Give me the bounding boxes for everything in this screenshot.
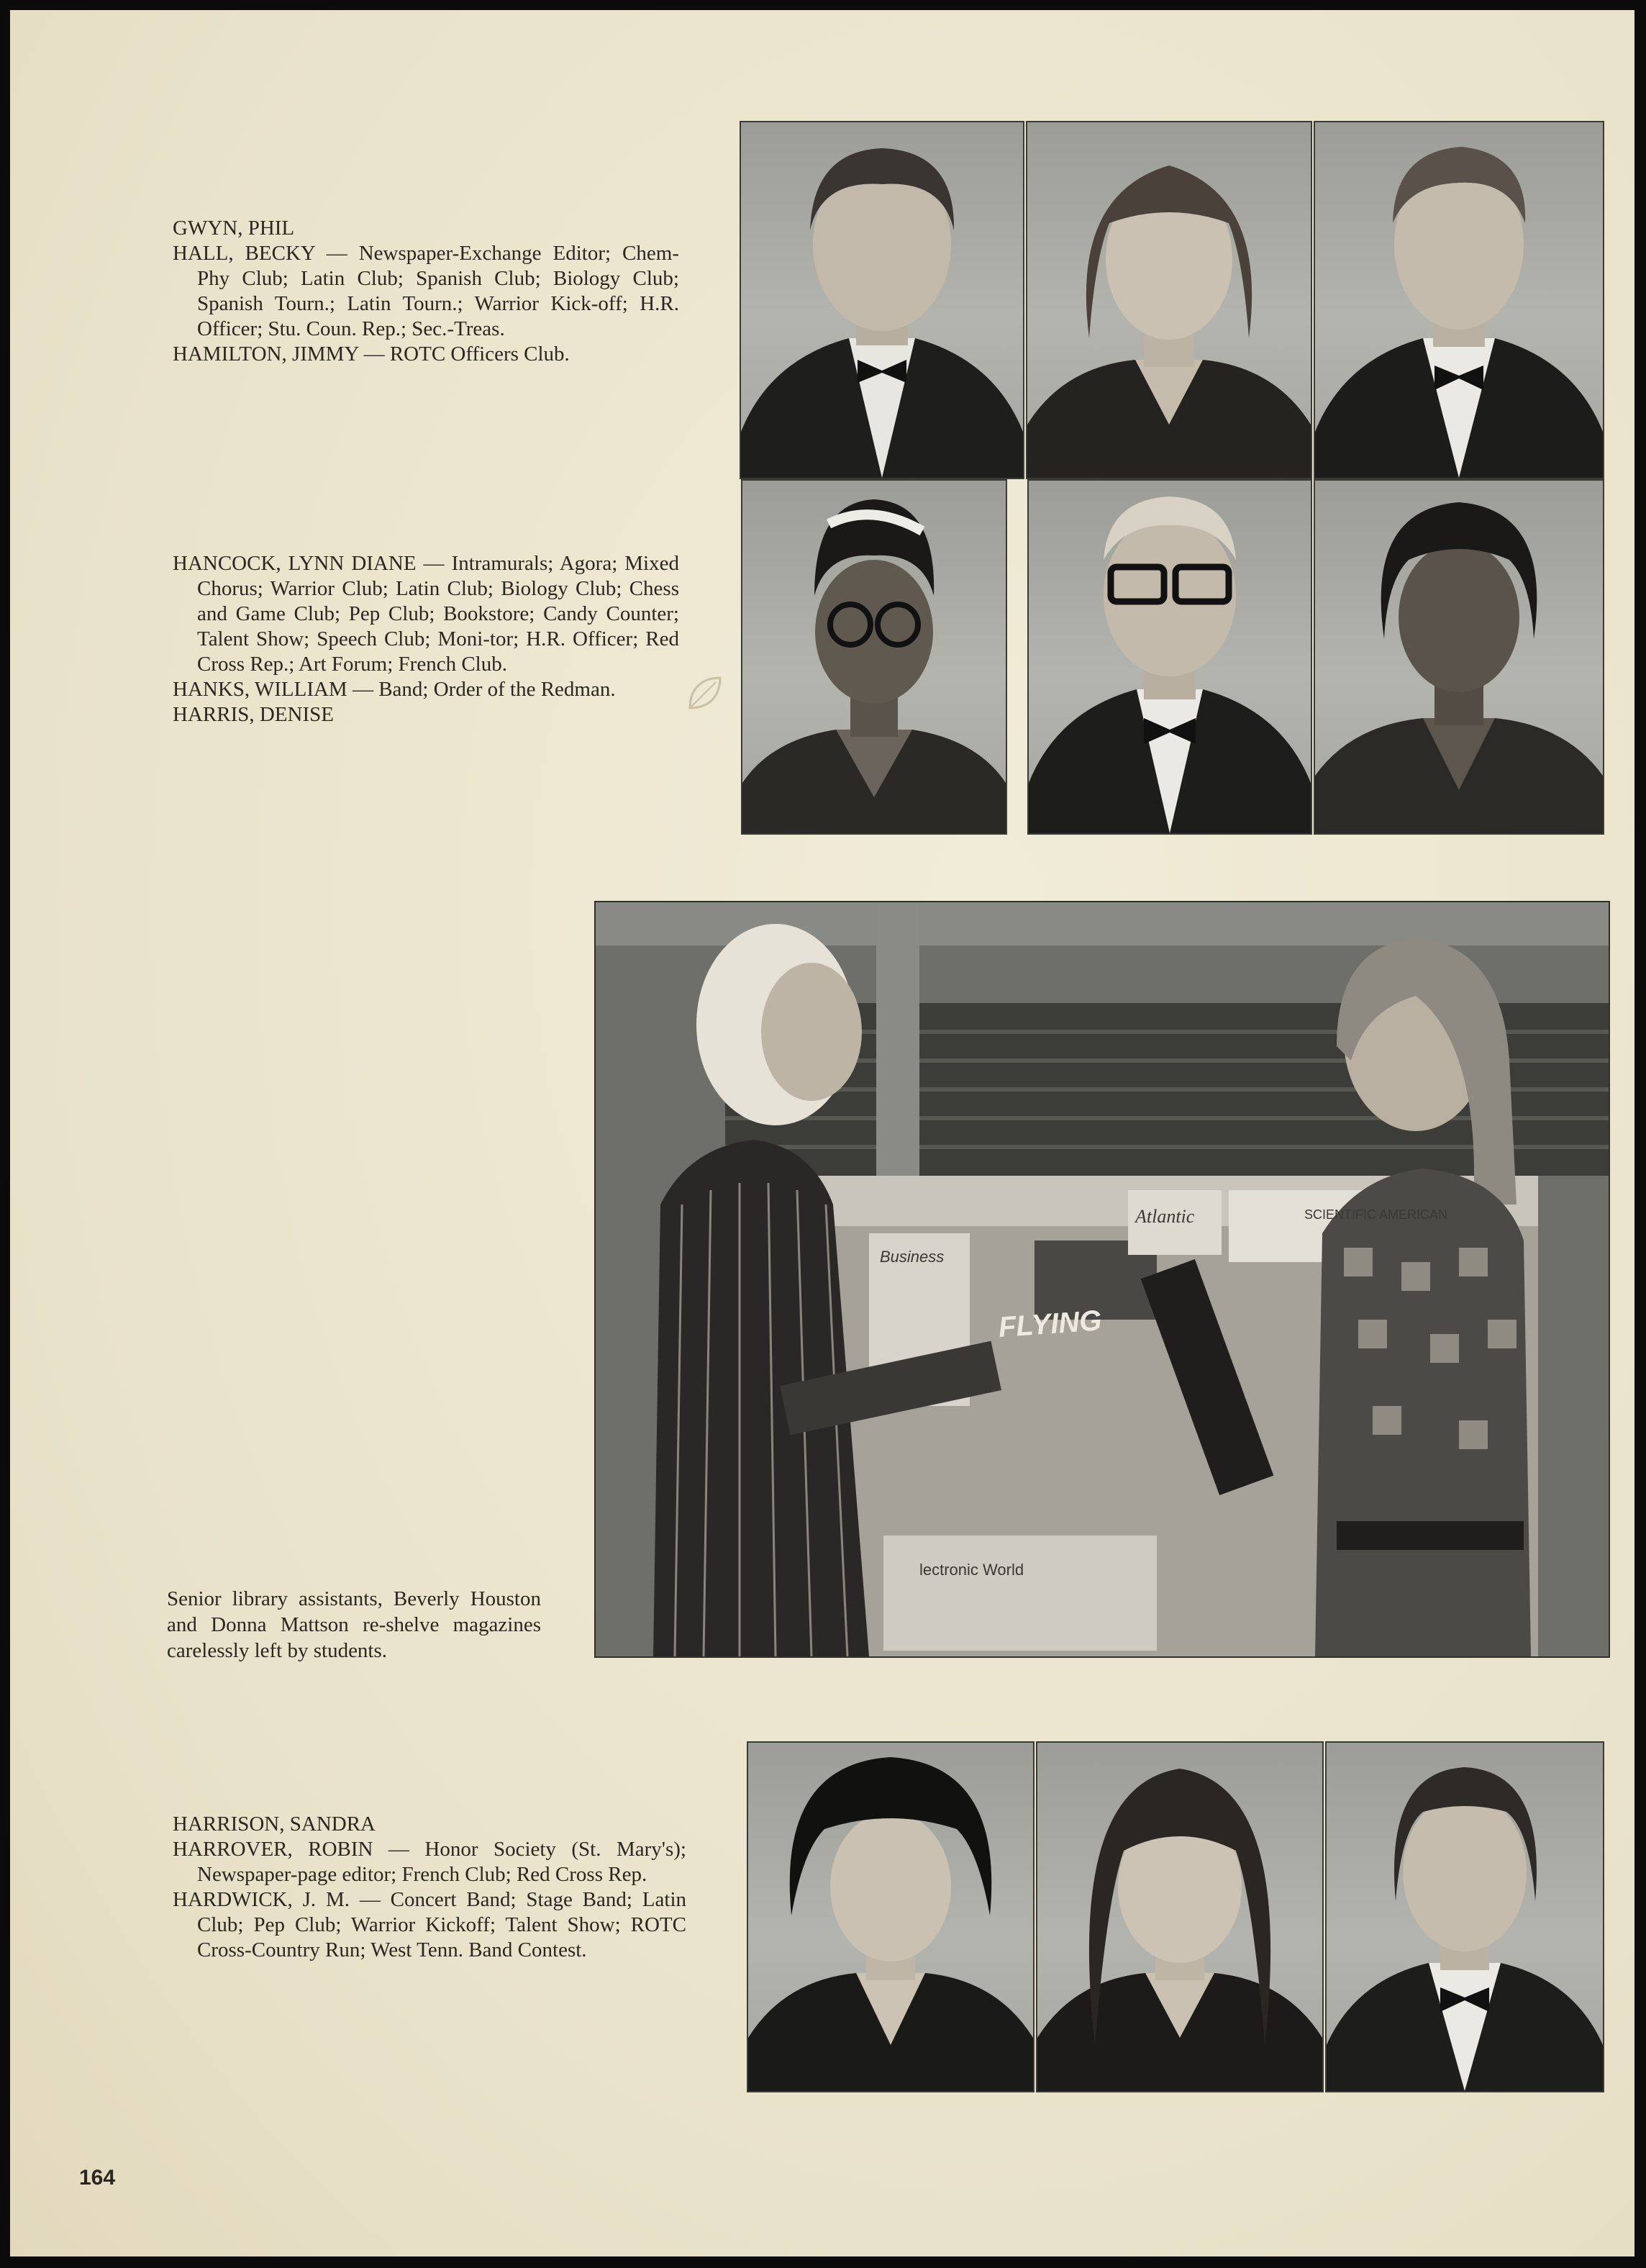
senior-portrait <box>1026 121 1312 479</box>
senior-portrait <box>741 479 1007 835</box>
page-number: 164 <box>79 2166 116 2190</box>
senior-portrait <box>1314 121 1604 479</box>
magazine-title: SCIENTIFIC AMERICAN <box>1304 1207 1448 1222</box>
photo-caption: Senior library assistants, Beverly Houston and Donna Mattson re-shelve magazines carelessly left by students. <box>167 1587 541 1662</box>
magazine-title: Business <box>880 1248 945 1266</box>
senior-portrait <box>747 1741 1035 2092</box>
senior-portrait <box>1036 1741 1324 2092</box>
senior-portrait <box>1325 1741 1604 2092</box>
senior-entry: HARRISON, SANDRA <box>173 1813 376 1836</box>
senior-entry: HARROVER, ROBIN — Honor Society (St. Mary's); Newspaper-page editor; French Club; Red Cross Rep. <box>173 1838 686 1886</box>
magazine-title: Atlantic <box>1135 1206 1195 1227</box>
senior-entry: HARRIS, DENISE <box>173 703 334 726</box>
senior-entry: GWYN, PHIL <box>173 217 295 240</box>
senior-entry: HALL, BECKY — Newspaper-Exchange Editor; Chem-Phy Club; Latin Club; Spanish Club; Biology Club; Spanish Tourn.; Latin Tourn.; Warrior Kick-off; H.R. Officer; Stu. Coun. Rep.; Sec.-Treas. <box>173 242 679 340</box>
magazine-title: lectronic World <box>919 1561 1024 1579</box>
senior-portrait <box>740 121 1024 479</box>
yearbook-page <box>10 10 1634 2256</box>
magazine-title: FLYING <box>997 1305 1103 1344</box>
senior-portrait <box>1027 479 1312 835</box>
senior-entry: HANKS, WILLIAM — Band; Order of the Redman. <box>173 678 616 701</box>
senior-entry: HANCOCK, LYNN DIANE — Intramurals; Agora; Mixed Chorus; Warrior Club; Latin Club; Biology Club; Chess and Game Club; Pep Club; Bookstore; Candy Counter; Talent Show; Speech Club; Moni-tor; H.R. Officer; Red Cross Rep.; Art Forum; French Club. <box>173 552 679 676</box>
name-list-group-1 <box>173 216 679 367</box>
senior-entry: HARDWICK, J. M. — Concert Band; Stage Band; Latin Club; Pep Club; Warrior Kickoff; Talent Show; ROTC Cross-Country Run; West Tenn. Band Contest. <box>173 1888 686 1961</box>
senior-portrait <box>1314 479 1604 835</box>
name-list-group-2 <box>173 551 679 727</box>
library-candid-photo <box>594 901 1610 1658</box>
leaf-mark-icon <box>683 672 726 715</box>
senior-entry: HAMILTON, JIMMY — ROTC Officers Club. <box>173 343 570 366</box>
name-list-group-3 <box>173 1812 686 1963</box>
